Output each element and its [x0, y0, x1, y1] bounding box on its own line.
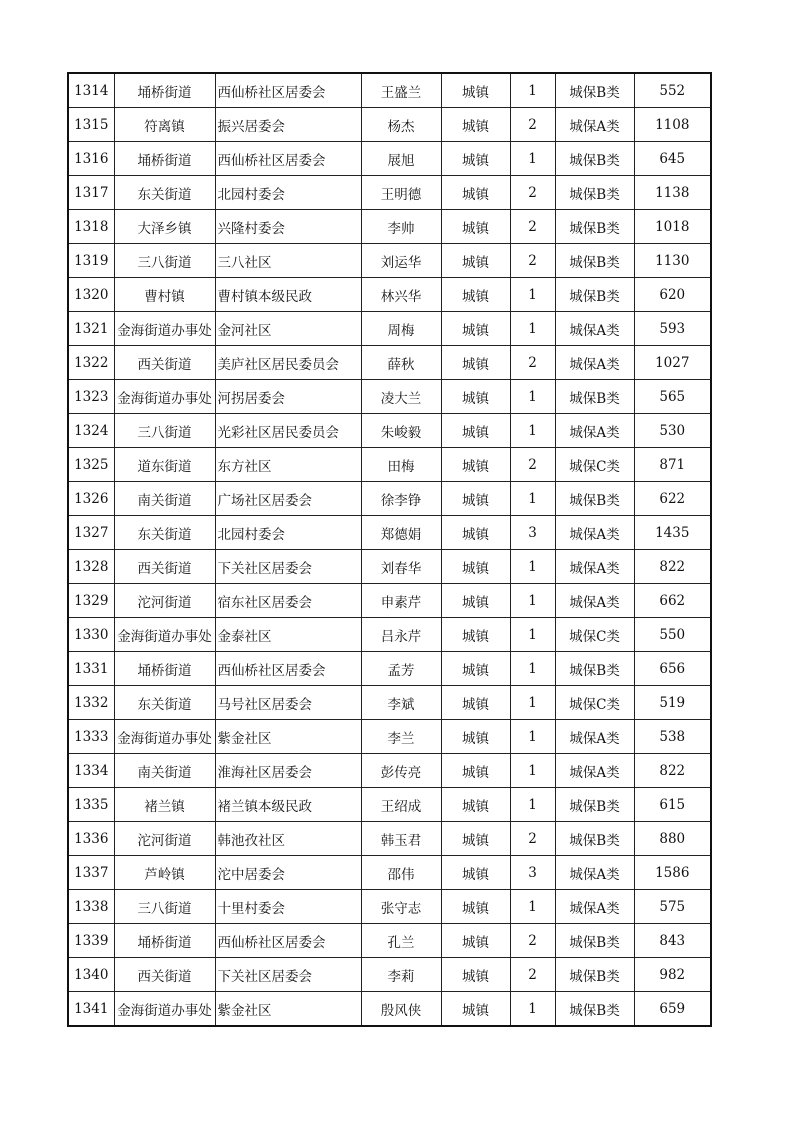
category-cell: 城保A类	[555, 108, 634, 142]
table-row	[68, 516, 711, 550]
community-cell: 西仙桥社区居委会	[215, 652, 361, 686]
category-cell: 城保A类	[555, 754, 634, 788]
table-row	[68, 210, 711, 244]
street-cell: 西关街道	[114, 550, 215, 584]
community-cell: 十里村委会	[215, 890, 361, 924]
amount-cell: 871	[634, 448, 711, 482]
area-type-cell: 城镇	[441, 686, 510, 720]
household-size-cell: 1	[510, 312, 555, 346]
area-type-cell: 城镇	[441, 73, 510, 108]
area-type-cell: 城镇	[441, 652, 510, 686]
category-cell: 城保C类	[555, 448, 634, 482]
row-number-cell: 1335	[68, 788, 114, 822]
name-cell: 杨杰	[361, 108, 441, 142]
category-cell: 城保A类	[555, 312, 634, 346]
area-type-cell: 城镇	[441, 380, 510, 414]
category-cell: 城保B类	[555, 380, 634, 414]
household-size-cell: 1	[510, 584, 555, 618]
community-cell: 广场社区居委会	[215, 482, 361, 516]
name-cell: 李莉	[361, 958, 441, 992]
row-number-cell: 1316	[68, 142, 114, 176]
name-cell: 王明德	[361, 176, 441, 210]
name-cell: 李帅	[361, 210, 441, 244]
category-cell: 城保C类	[555, 686, 634, 720]
household-size-cell: 3	[510, 516, 555, 550]
community-cell: 河拐居委会	[215, 380, 361, 414]
household-size-cell: 3	[510, 856, 555, 890]
name-cell: 朱峻毅	[361, 414, 441, 448]
row-number-cell: 1340	[68, 958, 114, 992]
household-size-cell: 1	[510, 720, 555, 754]
table-row	[68, 346, 711, 380]
row-number-cell: 1329	[68, 584, 114, 618]
community-cell: 北园村委会	[215, 176, 361, 210]
street-cell: 大泽乡镇	[114, 210, 215, 244]
table-row	[68, 686, 711, 720]
community-cell: 马号社区居委会	[215, 686, 361, 720]
category-cell: 城保A类	[555, 516, 634, 550]
community-cell: 下关社区居委会	[215, 550, 361, 584]
community-cell: 北园村委会	[215, 516, 361, 550]
street-cell: 褚兰镇	[114, 788, 215, 822]
name-cell: 殷风侠	[361, 992, 441, 1027]
street-cell: 埇桥街道	[114, 73, 215, 108]
household-size-cell: 2	[510, 958, 555, 992]
community-cell: 光彩社区居民委员会	[215, 414, 361, 448]
row-number-cell: 1338	[68, 890, 114, 924]
area-type-cell: 城镇	[441, 822, 510, 856]
amount-cell: 1108	[634, 108, 711, 142]
household-size-cell: 2	[510, 346, 555, 380]
amount-cell: 593	[634, 312, 711, 346]
table-row	[68, 890, 711, 924]
table-row	[68, 992, 711, 1027]
row-number-cell: 1320	[68, 278, 114, 312]
name-cell: 张守志	[361, 890, 441, 924]
table-row	[68, 720, 711, 754]
community-cell: 金泰社区	[215, 618, 361, 652]
street-cell: 金海街道办事处	[114, 380, 215, 414]
category-cell: 城保A类	[555, 856, 634, 890]
household-size-cell: 1	[510, 278, 555, 312]
community-cell: 西仙桥社区居委会	[215, 924, 361, 958]
area-type-cell: 城镇	[441, 482, 510, 516]
street-cell: 曹村镇	[114, 278, 215, 312]
table-row	[68, 822, 711, 856]
amount-cell: 622	[634, 482, 711, 516]
row-number-cell: 1333	[68, 720, 114, 754]
community-cell: 金河社区	[215, 312, 361, 346]
household-size-cell: 1	[510, 788, 555, 822]
row-number-cell: 1336	[68, 822, 114, 856]
table-row	[68, 108, 711, 142]
table-row	[68, 244, 711, 278]
table-row	[68, 414, 711, 448]
category-cell: 城保A类	[555, 890, 634, 924]
name-cell: 孔兰	[361, 924, 441, 958]
category-cell: 城保B类	[555, 788, 634, 822]
row-number-cell: 1331	[68, 652, 114, 686]
name-cell: 申素芹	[361, 584, 441, 618]
area-type-cell: 城镇	[441, 992, 510, 1027]
household-size-cell: 1	[510, 482, 555, 516]
row-number-cell: 1319	[68, 244, 114, 278]
row-number-cell: 1327	[68, 516, 114, 550]
table-row	[68, 788, 711, 822]
amount-cell: 530	[634, 414, 711, 448]
area-type-cell: 城镇	[441, 108, 510, 142]
community-cell: 曹村镇本级民政	[215, 278, 361, 312]
table-row	[68, 312, 711, 346]
amount-cell: 1130	[634, 244, 711, 278]
street-cell: 西关街道	[114, 958, 215, 992]
amount-cell: 1138	[634, 176, 711, 210]
name-cell: 周梅	[361, 312, 441, 346]
area-type-cell: 城镇	[441, 278, 510, 312]
name-cell: 薛秋	[361, 346, 441, 380]
household-size-cell: 1	[510, 380, 555, 414]
table-row	[68, 278, 711, 312]
household-size-cell: 2	[510, 108, 555, 142]
household-size-cell: 1	[510, 414, 555, 448]
area-type-cell: 城镇	[441, 312, 510, 346]
area-type-cell: 城镇	[441, 584, 510, 618]
household-size-cell: 2	[510, 244, 555, 278]
data-table	[67, 72, 712, 1027]
name-cell: 林兴华	[361, 278, 441, 312]
street-cell: 东关街道	[114, 176, 215, 210]
name-cell: 韩玉君	[361, 822, 441, 856]
category-cell: 城保B类	[555, 652, 634, 686]
area-type-cell: 城镇	[441, 550, 510, 584]
row-number-cell: 1322	[68, 346, 114, 380]
name-cell: 邵伟	[361, 856, 441, 890]
street-cell: 埇桥街道	[114, 924, 215, 958]
household-size-cell: 2	[510, 924, 555, 958]
name-cell: 刘运华	[361, 244, 441, 278]
street-cell: 三八街道	[114, 244, 215, 278]
community-cell: 紫金社区	[215, 992, 361, 1027]
household-size-cell: 1	[510, 754, 555, 788]
category-cell: 城保A类	[555, 584, 634, 618]
area-type-cell: 城镇	[441, 176, 510, 210]
household-size-cell: 1	[510, 550, 555, 584]
amount-cell: 552	[634, 73, 711, 108]
row-number-cell: 1337	[68, 856, 114, 890]
row-number-cell: 1326	[68, 482, 114, 516]
household-size-cell: 1	[510, 686, 555, 720]
table-row	[68, 754, 711, 788]
table-row	[68, 652, 711, 686]
amount-cell: 659	[634, 992, 711, 1027]
household-size-cell: 1	[510, 652, 555, 686]
community-cell: 兴隆村委会	[215, 210, 361, 244]
area-type-cell: 城镇	[441, 924, 510, 958]
table-row	[68, 176, 711, 210]
amount-cell: 645	[634, 142, 711, 176]
area-type-cell: 城镇	[441, 244, 510, 278]
category-cell: 城保B类	[555, 210, 634, 244]
amount-cell: 550	[634, 618, 711, 652]
category-cell: 城保A类	[555, 550, 634, 584]
household-size-cell: 2	[510, 210, 555, 244]
household-size-cell: 2	[510, 448, 555, 482]
street-cell: 道东街道	[114, 448, 215, 482]
area-type-cell: 城镇	[441, 720, 510, 754]
area-type-cell: 城镇	[441, 890, 510, 924]
street-cell: 三八街道	[114, 414, 215, 448]
name-cell: 彭传亮	[361, 754, 441, 788]
community-cell: 褚兰镇本级民政	[215, 788, 361, 822]
area-type-cell: 城镇	[441, 346, 510, 380]
area-type-cell: 城镇	[441, 788, 510, 822]
category-cell: 城保B类	[555, 482, 634, 516]
amount-cell: 565	[634, 380, 711, 414]
amount-cell: 1018	[634, 210, 711, 244]
community-cell: 振兴居委会	[215, 108, 361, 142]
table-row	[68, 448, 711, 482]
row-number-cell: 1317	[68, 176, 114, 210]
street-cell: 沱河街道	[114, 822, 215, 856]
table-row	[68, 380, 711, 414]
name-cell: 刘春华	[361, 550, 441, 584]
street-cell: 沱河街道	[114, 584, 215, 618]
street-cell: 东关街道	[114, 516, 215, 550]
amount-cell: 620	[634, 278, 711, 312]
community-cell: 下关社区居委会	[215, 958, 361, 992]
amount-cell: 538	[634, 720, 711, 754]
table-row	[68, 856, 711, 890]
category-cell: 城保B类	[555, 244, 634, 278]
category-cell: 城保C类	[555, 618, 634, 652]
table-row	[68, 584, 711, 618]
area-type-cell: 城镇	[441, 516, 510, 550]
category-cell: 城保B类	[555, 992, 634, 1027]
community-cell: 三八社区	[215, 244, 361, 278]
amount-cell: 662	[634, 584, 711, 618]
household-size-cell: 2	[510, 822, 555, 856]
name-cell: 郑德娟	[361, 516, 441, 550]
area-type-cell: 城镇	[441, 856, 510, 890]
category-cell: 城保B类	[555, 176, 634, 210]
area-type-cell: 城镇	[441, 210, 510, 244]
category-cell: 城保A类	[555, 720, 634, 754]
street-cell: 金海街道办事处	[114, 720, 215, 754]
area-type-cell: 城镇	[441, 958, 510, 992]
amount-cell: 880	[634, 822, 711, 856]
name-cell: 王盛兰	[361, 73, 441, 108]
community-cell: 紫金社区	[215, 720, 361, 754]
community-cell: 韩池孜社区	[215, 822, 361, 856]
household-size-cell: 2	[510, 176, 555, 210]
area-type-cell: 城镇	[441, 618, 510, 652]
category-cell: 城保B类	[555, 924, 634, 958]
amount-cell: 982	[634, 958, 711, 992]
street-cell: 埇桥街道	[114, 142, 215, 176]
amount-cell: 1435	[634, 516, 711, 550]
street-cell: 东关街道	[114, 686, 215, 720]
name-cell: 凌大兰	[361, 380, 441, 414]
name-cell: 李兰	[361, 720, 441, 754]
category-cell: 城保A类	[555, 346, 634, 380]
row-number-cell: 1332	[68, 686, 114, 720]
street-cell: 符离镇	[114, 108, 215, 142]
row-number-cell: 1334	[68, 754, 114, 788]
street-cell: 南关街道	[114, 482, 215, 516]
category-cell: 城保B类	[555, 73, 634, 108]
category-cell: 城保B类	[555, 142, 634, 176]
household-size-cell: 1	[510, 890, 555, 924]
community-cell: 东方社区	[215, 448, 361, 482]
category-cell: 城保A类	[555, 414, 634, 448]
row-number-cell: 1339	[68, 924, 114, 958]
community-cell: 沱中居委会	[215, 856, 361, 890]
row-number-cell: 1323	[68, 380, 114, 414]
street-cell: 埇桥街道	[114, 652, 215, 686]
area-type-cell: 城镇	[441, 448, 510, 482]
row-number-cell: 1341	[68, 992, 114, 1027]
name-cell: 田梅	[361, 448, 441, 482]
household-size-cell: 1	[510, 142, 555, 176]
community-cell: 美庐社区居民委员会	[215, 346, 361, 380]
community-cell: 淮海社区居委会	[215, 754, 361, 788]
amount-cell: 519	[634, 686, 711, 720]
community-cell: 宿东社区居委会	[215, 584, 361, 618]
row-number-cell: 1314	[68, 73, 114, 108]
table-row	[68, 618, 711, 652]
amount-cell: 615	[634, 788, 711, 822]
row-number-cell: 1315	[68, 108, 114, 142]
row-number-cell: 1324	[68, 414, 114, 448]
category-cell: 城保B类	[555, 958, 634, 992]
street-cell: 西关街道	[114, 346, 215, 380]
area-type-cell: 城镇	[441, 754, 510, 788]
name-cell: 徐李铮	[361, 482, 441, 516]
amount-cell: 822	[634, 754, 711, 788]
household-size-cell: 1	[510, 618, 555, 652]
row-number-cell: 1330	[68, 618, 114, 652]
category-cell: 城保B类	[555, 822, 634, 856]
amount-cell: 843	[634, 924, 711, 958]
street-cell: 金海街道办事处	[114, 992, 215, 1027]
table-row	[68, 142, 711, 176]
area-type-cell: 城镇	[441, 414, 510, 448]
table-row	[68, 958, 711, 992]
amount-cell: 656	[634, 652, 711, 686]
area-type-cell: 城镇	[441, 142, 510, 176]
row-number-cell: 1318	[68, 210, 114, 244]
street-cell: 金海街道办事处	[114, 312, 215, 346]
street-cell: 三八街道	[114, 890, 215, 924]
amount-cell: 1027	[634, 346, 711, 380]
name-cell: 李斌	[361, 686, 441, 720]
amount-cell: 575	[634, 890, 711, 924]
row-number-cell: 1321	[68, 312, 114, 346]
household-size-cell: 1	[510, 73, 555, 108]
name-cell: 吕永芹	[361, 618, 441, 652]
household-size-cell: 1	[510, 992, 555, 1027]
community-cell: 西仙桥社区居委会	[215, 142, 361, 176]
table-row	[68, 550, 711, 584]
row-number-cell: 1328	[68, 550, 114, 584]
table-row	[68, 482, 711, 516]
name-cell: 王绍成	[361, 788, 441, 822]
street-cell: 芦岭镇	[114, 856, 215, 890]
amount-cell: 1586	[634, 856, 711, 890]
street-cell: 南关街道	[114, 754, 215, 788]
table-row	[68, 73, 711, 108]
name-cell: 孟芳	[361, 652, 441, 686]
name-cell: 展旭	[361, 142, 441, 176]
table-row	[68, 924, 711, 958]
row-number-cell: 1325	[68, 448, 114, 482]
amount-cell: 822	[634, 550, 711, 584]
street-cell: 金海街道办事处	[114, 618, 215, 652]
community-cell: 西仙桥社区居委会	[215, 73, 361, 108]
category-cell: 城保B类	[555, 278, 634, 312]
